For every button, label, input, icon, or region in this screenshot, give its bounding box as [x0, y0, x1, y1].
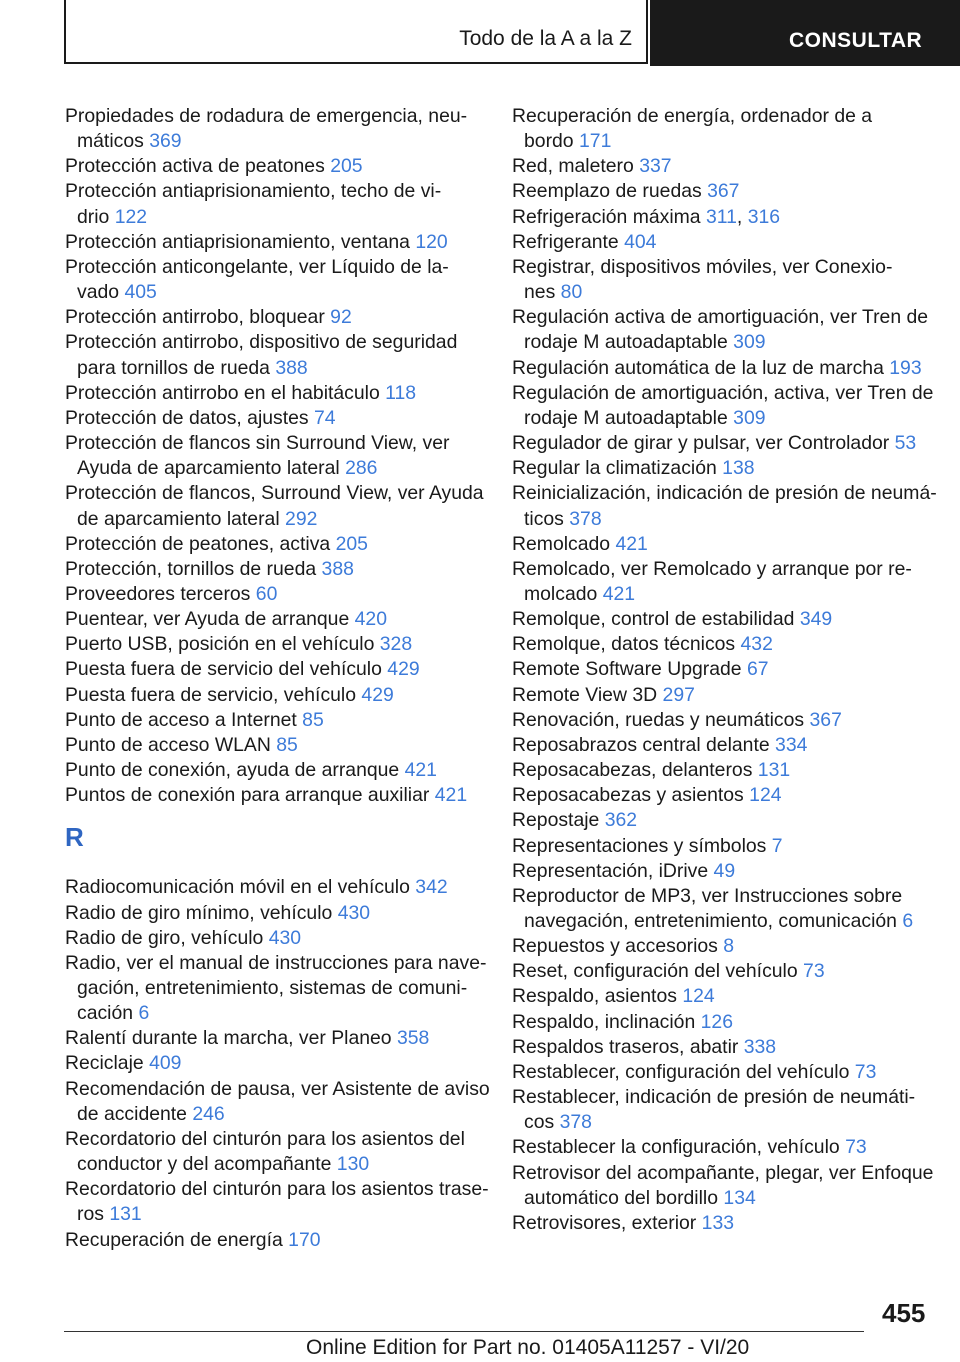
index-entry — [512, 230, 932, 255]
page-link[interactable]: 309 — [733, 331, 766, 354]
index-entry-text: Respaldo, inclinación — [512, 1010, 696, 1033]
index-entry-text: Propiedades de rodadura de emergencia, neu- — [65, 105, 468, 127]
index-entry — [512, 1211, 932, 1236]
index-entry-text: Remolcado — [512, 532, 611, 555]
page-link[interactable]: 131 — [109, 1203, 142, 1226]
index-entry-text: Protección antirrobo en el habitáculo — [65, 381, 380, 404]
page-number: 455 — [882, 1298, 926, 1328]
index-entry-text: Protección antiaprisionamiento, techo de vi- — [65, 180, 442, 203]
page-link[interactable]: 432 — [740, 633, 773, 656]
index-entry-text: Radio de giro mínimo, vehículo — [65, 901, 333, 924]
footer-edition — [306, 1336, 749, 1360]
index-entry-text: bordo — [524, 130, 574, 153]
header-tabs — [64, 0, 960, 66]
page-link[interactable]: 421 — [404, 759, 437, 782]
index-entry-text: Restablecer la configuración, vehículo — [512, 1136, 840, 1159]
index-entry — [512, 884, 932, 934]
index-entry — [65, 305, 485, 330]
index-entry — [512, 758, 932, 783]
page-link[interactable]: 85 — [276, 733, 298, 756]
index-entry — [512, 456, 932, 481]
page-link[interactable]: 60 — [255, 582, 278, 605]
page-link[interactable]: 92 — [330, 306, 352, 329]
page-link[interactable]: 342 — [415, 876, 448, 899]
index-entry-text: Registrar, dispositivos móviles, ver Conexio- — [512, 255, 893, 278]
index-entry — [512, 532, 932, 557]
index-entry-text: Puesta fuera de servicio del vehículo — [65, 658, 382, 681]
page-link[interactable]: 349 — [799, 608, 833, 631]
index-entry-text: Remolcado, ver Remolcado y arranque por re- — [512, 557, 912, 580]
index-entry — [512, 1035, 932, 1060]
index-entry — [512, 1135, 932, 1160]
page-link[interactable]: 286 — [345, 457, 378, 480]
index-entry-text: gación, entretenimiento, sistemas de comuni- — [77, 977, 468, 999]
index-entry-text: Retrovisor del acompañante, plegar, ver Enfoque — [512, 1161, 934, 1184]
index-entry-text: Puesta fuera de servicio, vehículo — [65, 683, 357, 706]
index-entry-text: Regular la climatización — [512, 457, 717, 480]
page-link[interactable]: 338 — [743, 1035, 777, 1058]
index-entry-text: Recomendación de pausa, ver Asistente de aviso — [65, 1077, 490, 1100]
index-entry — [65, 582, 485, 607]
index-entry — [65, 179, 485, 229]
index-entry-text: conductor y del acompañante — [77, 1153, 332, 1176]
page-link[interactable]: 369 — [149, 130, 182, 153]
index-entry-text: Punto de acceso a Internet — [65, 708, 297, 731]
page-link[interactable]: 409 — [149, 1052, 182, 1075]
index-entry-text: Refrigeración máxima — [512, 205, 701, 228]
page-link[interactable]: 429 — [387, 658, 420, 681]
index-entry-text: vado — [77, 281, 120, 304]
index-entry-text: Regulador de girar y pulsar, ver Controlador — [512, 432, 890, 455]
page-link[interactable]: 337 — [639, 155, 672, 178]
page-link[interactable]: 170 — [288, 1228, 321, 1251]
index-entry-text: Reproductor de MP3, ver Instrucciones sobre — [512, 884, 903, 907]
index-entry-text: Regulación automática de la luz de marcha — [512, 356, 884, 379]
index-entry — [512, 959, 932, 984]
index-entry-text: Renovación, ruedas y neumáticos — [512, 708, 805, 731]
index-entry-text: navegación, entretenimiento, comunicación — [524, 910, 897, 932]
index-entry — [65, 875, 485, 900]
index-entry-text: ticos — [524, 507, 564, 530]
index-entry-text: Protección antirrobo, bloquear — [65, 306, 325, 329]
index-entry-text: Repuestos y accesorios — [512, 935, 718, 958]
page-link[interactable]: 292 — [285, 507, 318, 530]
index-entry-text: nes — [524, 281, 556, 304]
index-entry-text: Ralentí durante la marcha, ver Planeo — [65, 1027, 392, 1050]
page-link[interactable]: 131 — [757, 759, 791, 782]
tab-consultar-label: CONSULTAR — [789, 29, 923, 52]
index-entry — [65, 431, 485, 481]
index-entry-text: automático del bordillo — [524, 1186, 719, 1209]
index-entry-text: Ayuda de aparcamiento lateral — [77, 457, 340, 480]
index-entry-text: Reposabrazos central delante — [512, 733, 770, 756]
letter-heading: R — [65, 822, 84, 853]
index-entry-text: Radio, ver el manual de instrucciones para nave- — [65, 951, 487, 974]
index-entry — [65, 733, 485, 758]
index-entry-text: Protección, tornillos de rueda — [65, 557, 317, 580]
index-entry-text: Recuperación de energía, ordenador de a — [512, 105, 873, 127]
page-link[interactable]: 421 — [615, 532, 648, 555]
index-entry — [65, 632, 485, 657]
page-link[interactable]: 134 — [723, 1186, 756, 1209]
page-link[interactable]: 120 — [415, 230, 448, 253]
index-entry-text: Remolque, control de estabilidad — [512, 608, 795, 631]
page-link[interactable]: 205 — [330, 155, 363, 178]
page-link[interactable]: 126 — [700, 1010, 733, 1033]
index-entry-text: Red, maletero — [512, 155, 634, 178]
index-entry — [512, 431, 932, 456]
index-entry — [65, 708, 485, 733]
index-entry-text: Puerto USB, posición en el vehículo — [65, 633, 375, 656]
footer-edition-text: Online Edition for Part no. 01405A11257 - VI/20 — [306, 1336, 750, 1359]
index-entry — [65, 951, 485, 1026]
index-entry-text: Remote View 3D — [512, 683, 658, 706]
index-entry-text: Protección antirrobo, dispositivo de seguridad — [65, 331, 458, 354]
page-link[interactable]: 367 — [809, 708, 842, 731]
index-entry — [512, 783, 932, 808]
index-entry — [512, 607, 932, 632]
page-link[interactable]: 205 — [335, 532, 368, 555]
page-link[interactable]: 73 — [803, 960, 825, 983]
page-link[interactable]: 420 — [354, 608, 387, 631]
index-entry-text: Retrovisores, exterior — [512, 1211, 697, 1234]
index-entry — [512, 1060, 932, 1085]
index-group-p — [65, 104, 485, 808]
index-entry-text: para tornillos de rueda — [77, 356, 270, 379]
page-link[interactable]: 73 — [845, 1136, 867, 1159]
index-entry — [65, 481, 485, 531]
index-entry-text: Puntos de conexión para arranque auxiliar — [65, 784, 430, 807]
page-link[interactable]: 388 — [321, 557, 354, 580]
index-entry-text: Recordatorio del cinturón para los asientos trase- — [65, 1178, 489, 1201]
index-entry-text: cación — [77, 1002, 134, 1025]
page-link[interactable]: 421 — [434, 784, 468, 807]
index-entry — [65, 330, 485, 380]
index-entry — [65, 557, 485, 582]
index-entry-text: Protección de flancos sin Surround View, ver — [65, 432, 450, 455]
index-entry-text: Protección anticongelante, ver Líquido de la- — [65, 255, 449, 278]
page-link[interactable]: 328 — [379, 633, 413, 656]
tab-section-index[interactable] — [64, 0, 648, 64]
index-entry-text: rodaje M autoadaptable — [524, 406, 728, 429]
page-link[interactable]: 316 — [747, 205, 781, 228]
page-link[interactable]: 421 — [602, 582, 636, 605]
index-entry-text: Reciclaje — [65, 1052, 144, 1075]
index-entry — [512, 305, 932, 355]
index-column-left — [65, 104, 490, 1253]
index-entry — [512, 683, 932, 708]
page-link[interactable]: 378 — [559, 1111, 592, 1134]
page-link[interactable]: 429 — [361, 683, 394, 706]
index-entry-text: Reemplazo de ruedas — [512, 180, 702, 203]
index-entry — [512, 1010, 932, 1035]
index-entry — [65, 1228, 485, 1253]
index-entry — [512, 657, 932, 682]
index-entry-text: Repostaje — [512, 809, 600, 832]
index-entry — [65, 1077, 490, 1127]
index-entry — [512, 104, 932, 154]
index-entry-text: de aparcamiento lateral — [77, 507, 280, 530]
page-link[interactable]: 430 — [268, 926, 302, 949]
index-column-right — [512, 104, 937, 1236]
page-link[interactable]: 309 — [733, 406, 766, 429]
page-link[interactable]: 67 — [746, 658, 769, 681]
index-group-r — [65, 875, 490, 1252]
index-entry — [512, 1161, 932, 1211]
page-link[interactable]: 246 — [192, 1102, 225, 1125]
page-link[interactable]: 193 — [889, 356, 922, 379]
page-link[interactable]: 6 — [902, 910, 914, 932]
index-entry — [65, 406, 485, 431]
index-entry-text: Restablecer, configuración del vehículo — [512, 1060, 850, 1083]
index-entry-text: Reposacabezas y asientos — [512, 784, 744, 807]
index-entry-text: Proveedores terceros — [65, 582, 251, 605]
index-entry — [65, 926, 485, 951]
index-entry-text: Regulación de amortiguación, activa, ver Tren de — [512, 381, 934, 404]
index-entry — [512, 1085, 932, 1135]
index-entry — [512, 733, 932, 758]
index-entry — [512, 984, 932, 1009]
index-entry-text: Restablecer, indicación de presión de neumáti- — [512, 1086, 916, 1109]
index-entry — [512, 859, 932, 884]
index-entry-text: Recuperación de energía — [65, 1228, 283, 1251]
index-entry — [65, 783, 485, 808]
page-link[interactable]: 405 — [124, 281, 157, 304]
index-entry — [65, 1127, 485, 1177]
page-link[interactable]: 124 — [749, 784, 782, 807]
index-entry — [65, 1051, 485, 1076]
index-entry — [512, 481, 937, 531]
index-entry — [512, 808, 932, 833]
index-entry-text: Radiocomunicación móvil en el vehículo — [65, 876, 410, 899]
page-link[interactable]: 171 — [579, 130, 612, 153]
page-link[interactable]: 6 — [138, 1002, 150, 1025]
page-link[interactable]: 367 — [707, 180, 740, 203]
index-entry-text: Remote Software Upgrade — [512, 658, 742, 681]
index-entry — [512, 708, 932, 733]
page-link[interactable]: 133 — [701, 1211, 735, 1234]
page-link[interactable]: 297 — [662, 683, 695, 706]
index-entry: Refrigeración máxima 311, 316 — [512, 205, 781, 228]
page-link[interactable]: 404 — [624, 230, 657, 253]
index-entry-text: molcado — [524, 582, 598, 605]
page-link[interactable]: 311 — [705, 205, 737, 228]
page-link[interactable]: 7 — [771, 834, 783, 857]
index-entry — [512, 255, 932, 305]
page-link[interactable]: 118 — [385, 381, 417, 404]
index-entry-text: Representaciones y símbolos — [512, 834, 767, 857]
index-entry-text: rodaje M autoadaptable — [524, 331, 728, 354]
index-entry-text: Respaldo, asientos — [512, 985, 677, 1008]
index-entry — [512, 179, 932, 204]
index-entry-text: Punto de acceso WLAN — [65, 733, 271, 756]
index-entry — [512, 632, 932, 657]
index-entry-text: Punto de conexión, ayuda de arranque — [65, 759, 400, 782]
index-entry — [512, 834, 932, 859]
page-link[interactable]: 53 — [894, 432, 917, 455]
page-link[interactable]: 80 — [560, 281, 583, 304]
tab-consultar[interactable] — [650, 0, 960, 66]
page-link[interactable]: 378 — [569, 507, 602, 530]
index-entry — [65, 381, 485, 406]
index-entry-text: Protección de flancos, Surround View, ver Ayuda — [65, 482, 484, 505]
index-entry-text: Protección activa de peatones — [65, 155, 325, 178]
page-link[interactable]: 49 — [713, 859, 736, 882]
index-entry — [512, 934, 932, 959]
index-entry — [65, 1026, 485, 1051]
index-entry-text: Reinicialización, indicación de presión de neumá- — [512, 482, 937, 505]
page-link[interactable]: 388 — [275, 356, 308, 379]
page-link[interactable]: 8 — [723, 935, 735, 958]
index-entry-text: Reposacabezas, delanteros — [512, 759, 753, 782]
index-entry — [512, 154, 932, 179]
index-entry-text: drio — [77, 205, 110, 228]
index-entry-text: de accidente — [77, 1102, 187, 1125]
index-entry — [65, 683, 485, 708]
tab-section-label: Todo de la A a la Z — [459, 27, 632, 50]
index-entry-text: Protección de peatones, activa — [65, 532, 331, 555]
index-entry — [65, 657, 485, 682]
index-entry — [65, 758, 485, 783]
index-group-r-continued — [512, 104, 937, 1236]
page-link[interactable]: 85 — [302, 708, 324, 731]
page-link[interactable]: 124 — [682, 985, 715, 1008]
index-entry-text: Refrigerante — [512, 230, 619, 253]
index-entry-text: Protección antiaprisionamiento, ventana — [65, 230, 410, 253]
index-entry — [65, 230, 485, 255]
index-entry-text: ros — [77, 1203, 104, 1226]
index-entry — [512, 557, 932, 607]
page-link[interactable]: 362 — [604, 809, 638, 832]
footer-divider — [64, 1331, 864, 1332]
index-entry — [65, 532, 485, 557]
index-entry-text: Recordatorio del cinturón para los asientos del — [65, 1127, 465, 1150]
page-link[interactable]: 430 — [337, 901, 371, 924]
index-entry — [512, 356, 932, 381]
page-link[interactable]: 122 — [114, 205, 148, 228]
index-entry — [65, 1177, 489, 1227]
index-entry-text: cos — [524, 1111, 555, 1134]
page-link[interactable]: 358 — [396, 1027, 430, 1050]
index-entry — [65, 255, 485, 305]
index-entry-text: Respaldos traseros, abatir — [512, 1035, 739, 1058]
index-entry-text: Remolque, datos técnicos — [512, 633, 736, 656]
index-entry-text: Representación, iDrive — [512, 859, 709, 882]
index-entry-text: Puentear, ver Ayuda de arranque — [65, 608, 350, 631]
index-entry — [65, 607, 485, 632]
page-link[interactable]: 74 — [314, 406, 336, 429]
index-entry — [65, 901, 485, 926]
page-link[interactable]: 334 — [775, 733, 808, 756]
index-entry-text: máticos — [77, 130, 144, 153]
page-link[interactable]: 73 — [854, 1060, 877, 1083]
page-link[interactable]: 130 — [336, 1153, 370, 1176]
index-entry-text: Radio de giro, vehículo — [65, 926, 264, 949]
index-entry-text: Regulación activa de amortiguación, ver Tren de — [512, 306, 929, 329]
index-entry — [65, 104, 485, 154]
page-link[interactable]: 138 — [722, 457, 755, 480]
index-entry — [512, 381, 932, 431]
index-entry-text: Reset, configuración del vehículo — [512, 960, 798, 983]
index-entry-text: Protección de datos, ajustes — [65, 406, 309, 429]
index-entry — [65, 154, 485, 179]
